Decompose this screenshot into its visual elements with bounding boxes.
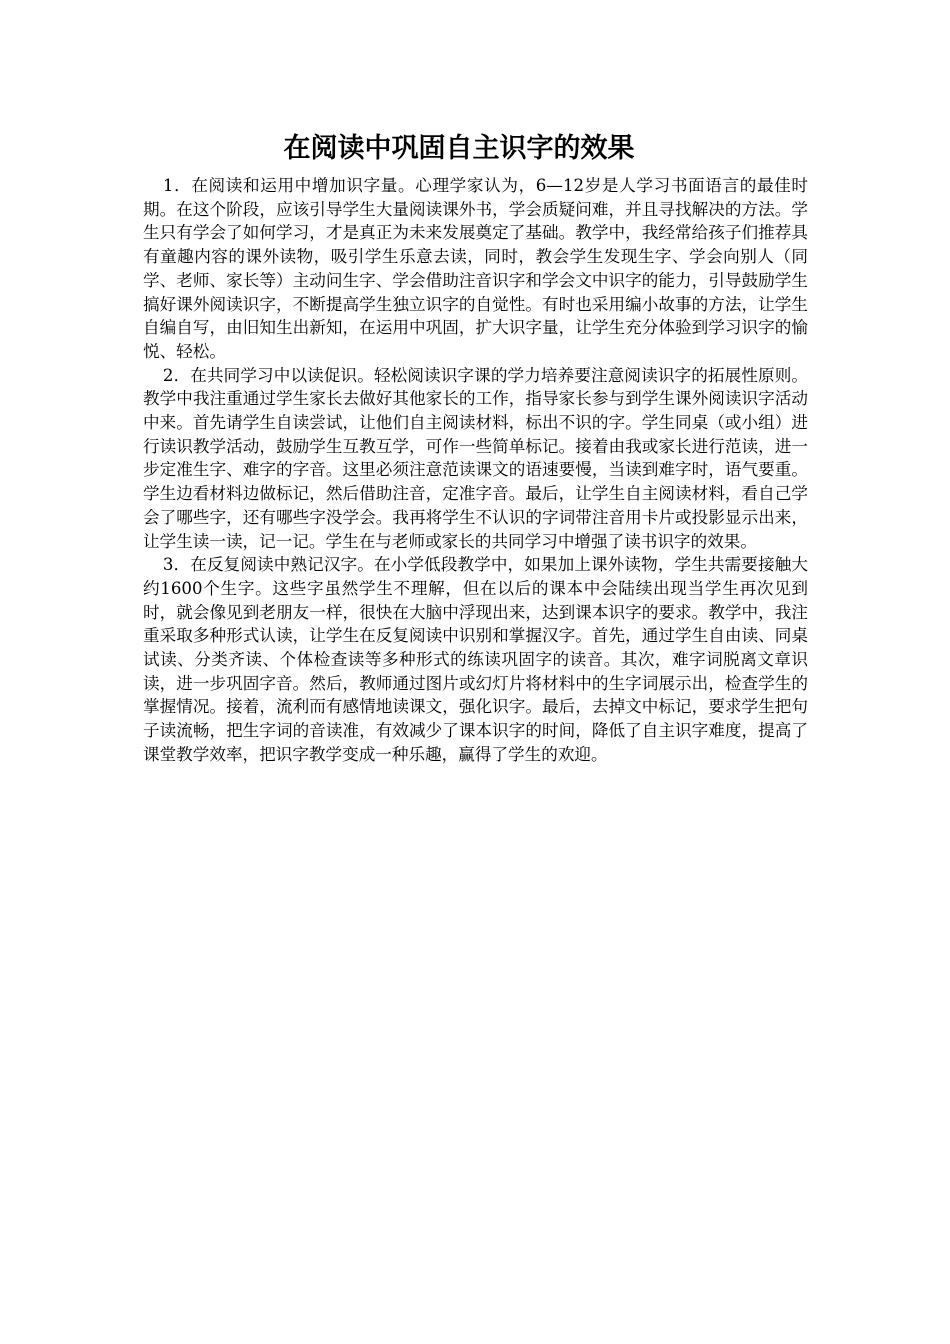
document-body: [143, 174, 808, 767]
paragraph-1: 1．在阅读和运用中增加识字量。心理学家认为，6—12岁是人学习书面语言的最佳时期。在这个阶段，应该引导学生大量阅读课外书，学会质疑问难，并且寻找解决的方法。学生只有学会了如何学习，才是真正为未来发展奠定了基础。教学中，我经常给孩子们推荐具有童趣内容的课外读物，吸引学生乐意去读，同时，教会学生发现生字、学会向别人（同学、老师、家长等）主动问生字、学会借助注音识字和学会文中识字的能力，引导鼓励学生搞好课外阅读识字，不断提高学生独立识字的自觉性。有时也采用编小故事的方法，让学生自编自写，由旧知生出新知，在运用中巩固，扩大识字量，让学生充分体验到学习识字的愉悦、轻松。: [143, 176, 808, 361]
document-title: 在阅读中巩固自主识字的效果: [283, 133, 635, 164]
paragraph-3: 3．在反复阅读中熟记汉字。在小学低段教学中，如果加上课外读物，学生共需要接触大约1600个生字。这些字虽然学生不理解，但在以后的课本中会陆续出现当学生再次见到时，就会像见到老朋友一样，很快在大脑中浮现出来，达到课本识字的要求。教学中，我注重采取多种形式认读，让学生在反复阅读中识别和掌握汉字。首先，通过学生自由读、同桌试读、分类齐读、个体检查读等多种形式的练读巩固字的读音。其次，难字词脱离文章识读，进一步巩固字音。然后，教师通过图片或幻灯片将材料中的生字词展示出，检查学生的掌握情况。接着，流利而有感情地读课文，强化识字。最后，去掉文中标记，要求学生把句子读流畅，把生字词的音读准，有效减少了课本识字的时间，降低了自主识字难度，提高了课堂教学效率，把识字教学变成一种乐趣，赢得了学生的欢迎。: [143, 555, 808, 764]
paragraph-2: 2．在共同学习中以读促识。轻松阅读识字课的学力培养要注意阅读识字的拓展性原则。教学中我注重通过学生家长去做好其他家长的工作，指导家长参与到学生课外阅读识字活动中来。首先请学生自读尝试，让他们自主阅读材料，标出不识的字。学生同桌（或小组）进行读识教学活动，鼓励学生互教互学，可作一些简单标记。接着由我或家长进行范读，进一步定准生字、难字的字音。这里必须注意范读课文的语速要慢，当读到难字时，语气要重。学生边看材料边做标记，然后借助注音，定准字音。最后，让学生自主阅读材料，看自己学会了哪些字，还有哪些字没学会。我再将学生不认识的字词带注音用卡片或投影显示出来，让学生读一读，记一记。学生在与老师或家长的共同学习中增强了读书识字的效果。: [143, 365, 808, 551]
